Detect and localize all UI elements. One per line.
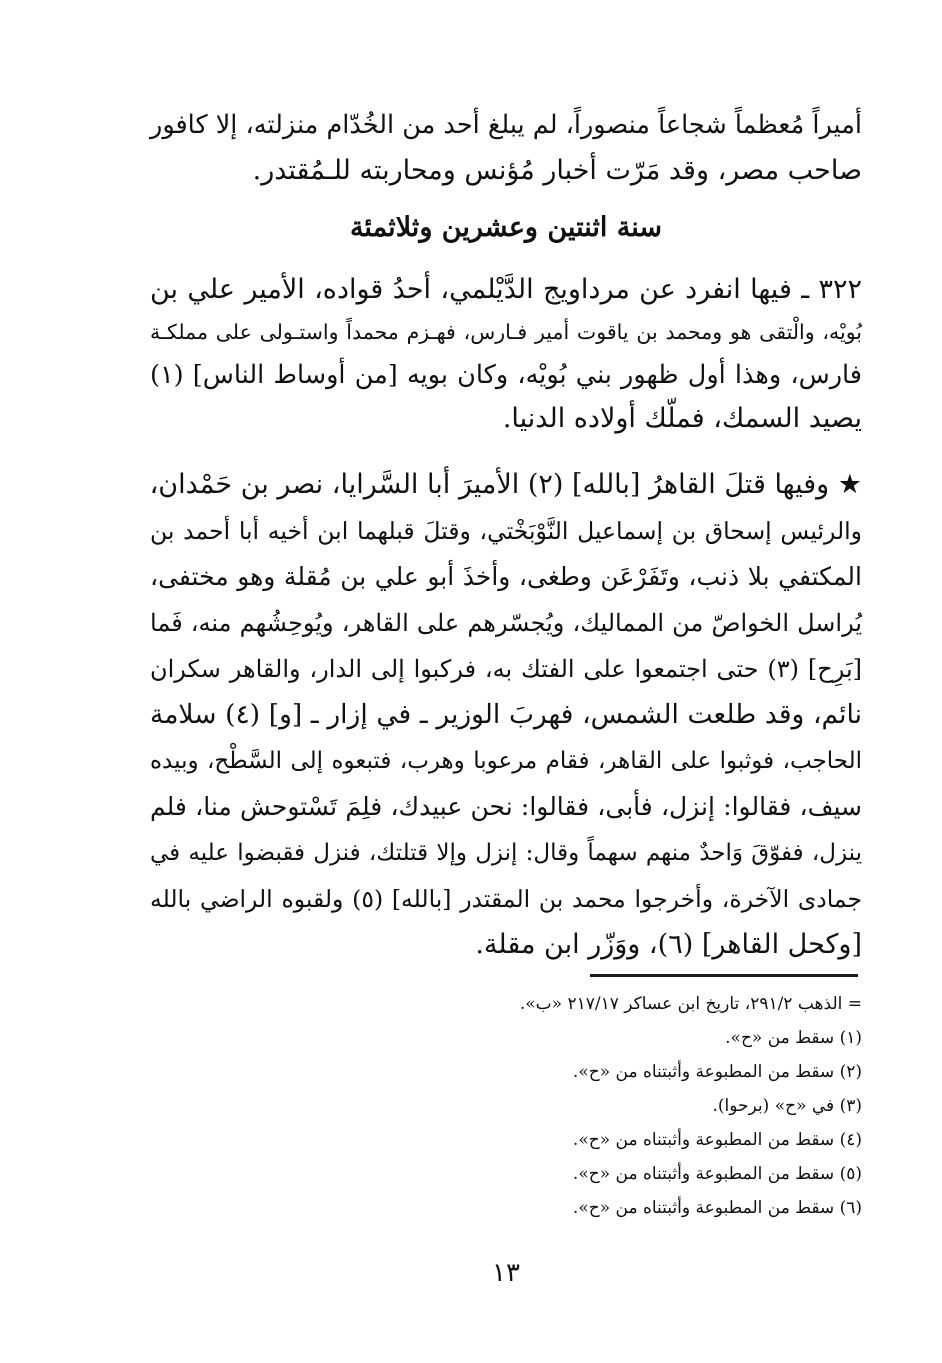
text-line: المكتفي بلا ذنب، وتَفَرْعَن وطغى، وأخذَ أبو علي بن مُقلة وهو مختفى، <box>150 562 862 591</box>
footnote: (٦) سقط من المطبوعة وأثبتناه من «ح». <box>572 1198 862 1218</box>
page-number: ١٣ <box>492 1258 520 1288</box>
top-paragraph <box>150 102 862 194</box>
text-line: فارس، وهذا أول ظهور بني بُويْه، وكان بويه [من أوساط الناس] (١) <box>150 360 862 390</box>
text-line: الحاجب، فوثبوا على القاهر، فقام مرعوبا وهرب، فتبعوه إلى السَّطْح، وبيده <box>150 748 862 774</box>
entry-qahir-paragraph <box>150 462 862 968</box>
section-heading: سنة اثنتين وعشرين وثلاثمئة <box>349 212 663 243</box>
text-line: [بَرِح] (٣) حتى اجتمعوا على الفتك به، فركبوا إلى الدار، والقاهر سكران <box>150 655 862 683</box>
footnote: = الذهب ٢٩١/٢، تاريخ ابن عساكر ٢١٧/١٧ «ب». <box>519 994 862 1014</box>
text-line: صاحب مصر، وقد مَرّت أخبار مُؤنس ومحاربته للـمُقتدر. <box>252 155 862 186</box>
text-line: [وكحل القاهر] (٦)، ووَزّر ابن مقلة. <box>475 929 862 960</box>
footnotes-list <box>150 987 862 1225</box>
text-line: سيف، فقالوا: إنزل، فأبى، فقالوا: نحن عبيدك، فلِمَ تَسْتوحش منا، فلم <box>150 792 862 821</box>
footnote: (١) سقط من «ح». <box>725 1028 862 1048</box>
text-line: ينزل، ففوّقَ وَاحدٌ منهم سهماً وقال: إنزل وإلا قتلتك، فنزل فقبضوا عليه في <box>150 840 862 866</box>
footnote: (٣) في «ح» (برحوا). <box>712 1096 862 1116</box>
footnote: (٤) سقط من المطبوعة وأثبتناه من «ح». <box>572 1130 862 1150</box>
footnote: (٥) سقط من المطبوعة وأثبتناه من «ح». <box>572 1164 862 1184</box>
text-line: والرئيس إسحاق بن إسماعيل النَّوْبَخْتي، وقتلَ قبلهما ابن أخيه أبا أحمد بن <box>150 517 862 545</box>
text-line: جمادى الآخرة، وأخرجوا محمد بن المقتدر [بالله] (٥) ولقبوه الراضي بالله <box>150 885 862 913</box>
text-line: أميراً مُعظماً شجاعاً منصوراً، لم يبلغ أحد من الخُدّام منزلته، إلا كافور <box>150 110 862 140</box>
entry-322-paragraph <box>150 268 862 440</box>
text-line: بُويْه، والْتقى هو ومحمد بن ياقوت أمير فـارس، فهـزم محمداً واستـولى على مملكـة <box>150 320 862 344</box>
text-line: يُراسل الخواصّ من المماليك، ويُجسّرهم على القاهر، ويُوحِشُهم منه، فَما <box>150 609 862 637</box>
footnote-separator <box>590 974 858 977</box>
text-line: ★ وفيها قتلَ القاهرُ [بالله] (٢) الأميرَ أبا السَّرايا، نصر بن حَمْدان، <box>149 469 862 500</box>
text-line: نائم، وقد طلعت الشمس، فهربَ الوزير ـ في إزار ـ [و] (٤) سلامة <box>150 699 862 730</box>
footnote: (٢) سقط من المطبوعة وأثبتناه من «ح». <box>572 1062 862 1082</box>
text-line: ٣٢٢ ـ فيها انفرد عن مرداويج الدَّيْلمي، أحدُ قواده، الأمير علي بن <box>150 274 862 305</box>
text-line: يصيد السمك، فملّك أولاده الدنيا. <box>502 403 862 434</box>
